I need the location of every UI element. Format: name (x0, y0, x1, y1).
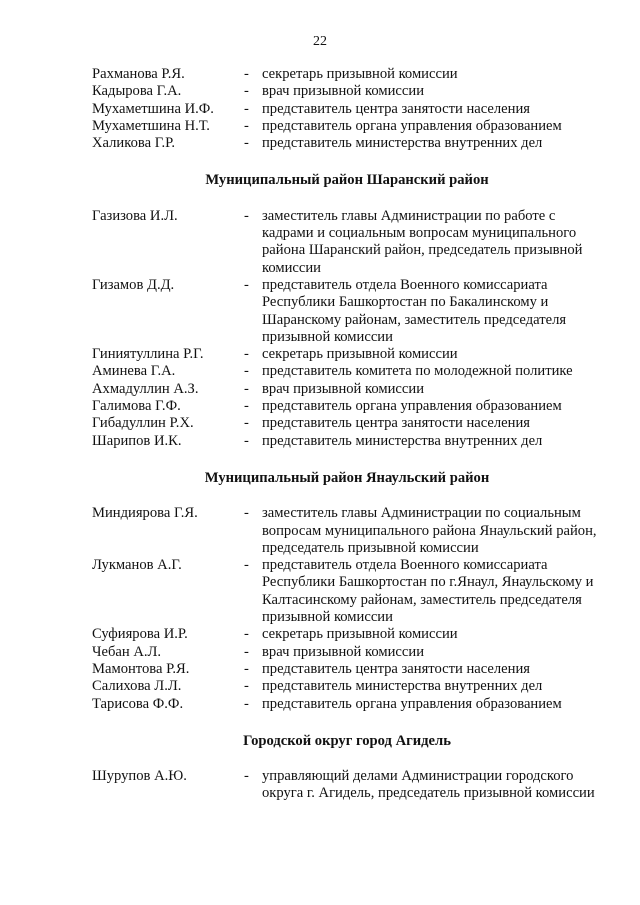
commission-list (92, 66, 602, 803)
member-row (92, 381, 602, 398)
section-heading: Муниципальный район Шаранский район (205, 172, 489, 189)
member-row (92, 415, 602, 432)
dash-separator: - (244, 768, 249, 785)
dash-separator: - (244, 678, 249, 695)
member-name: Чебан А.Л. (92, 643, 162, 660)
dash-separator: - (244, 66, 249, 82)
member-name: Гизамов Д.Д. (92, 276, 175, 293)
member-role: врач призывной комиссии (262, 380, 424, 397)
member-row (92, 66, 602, 83)
member-role: заместитель главы Администрации по работе с кадрами и социальным вопросам муниципального района Шаранский район, председатель призывной комиссии (262, 207, 583, 276)
member-name: Ахмадуллин А.З. (92, 380, 199, 397)
member-row (92, 277, 602, 346)
dash-separator: - (244, 695, 249, 712)
dash-separator: - (244, 557, 249, 574)
member-name: Лукманов А.Г. (92, 557, 182, 574)
member-role: представитель министерства внутренних дел (262, 432, 543, 449)
dash-separator: - (244, 276, 249, 293)
member-row (92, 505, 602, 557)
member-role: врач призывной комиссии (262, 83, 424, 100)
section-block (92, 66, 602, 152)
member-role: представитель органа управления образованием (262, 398, 562, 415)
dash-separator: - (244, 660, 249, 677)
member-name: Гиниятуллина Р.Г. (92, 346, 204, 363)
member-row (92, 118, 602, 135)
dash-separator: - (244, 135, 249, 152)
dash-separator: - (244, 83, 249, 100)
section-block (92, 470, 602, 713)
member-name: Тарисова Ф.Ф. (92, 695, 184, 712)
member-row (92, 626, 602, 643)
member-name: Шарипов И.К. (92, 432, 182, 449)
dash-separator: - (244, 415, 249, 432)
member-name: Газизова И.Л. (92, 207, 178, 224)
member-name: Суфиярова И.Р. (92, 626, 188, 643)
member-role: представитель отдела Военного комиссариата Республики Башкортостан по г.Янаул, Янаульскому и Калтасинскому районам, заместитель председателя призывной комиссии (262, 557, 594, 626)
dash-separator: - (244, 117, 249, 134)
member-role: представитель министерства внутренних дел (262, 135, 543, 152)
section-heading: Городской округ город Агидель (243, 732, 451, 749)
dash-separator: - (244, 432, 249, 449)
member-row (92, 678, 602, 695)
member-role: секретарь призывной комиссии (262, 66, 458, 82)
section-heading: Муниципальный район Янаульский район (204, 469, 490, 486)
dash-separator: - (244, 380, 249, 397)
member-role: заместитель главы Администрации по социальным вопросам муниципального района Янаульский район, председатель призывной комиссии (262, 505, 597, 556)
section-block (92, 733, 602, 803)
section-block (92, 172, 602, 449)
member-row (92, 696, 602, 713)
member-row (92, 644, 602, 661)
member-name: Мухаметшина Н.Т. (92, 117, 210, 134)
member-role: представитель отдела Военного комиссариата Республики Башкортостан по Бакалинскому и Шаранскому районам, заместитель председателя призывной комиссии (262, 276, 567, 345)
dash-separator: - (244, 398, 249, 415)
member-name: Кадырова Г.А. (92, 83, 182, 100)
member-role: секретарь призывной комиссии (262, 346, 458, 363)
member-row (92, 661, 602, 678)
member-name: Салихова Л.Л. (92, 678, 182, 695)
dash-separator: - (244, 207, 249, 224)
member-name: Мамонтова Р.Я. (92, 660, 190, 677)
page-number: 22 (313, 34, 327, 49)
member-role: представитель министерства внутренних дел (262, 678, 543, 695)
member-role: представитель центра занятости населения (262, 415, 530, 432)
member-name: Миндиярова Г.Я. (92, 505, 198, 522)
member-row (92, 135, 602, 152)
member-row (92, 101, 602, 118)
member-name: Аминева Г.А. (92, 363, 176, 380)
member-row (92, 398, 602, 415)
member-role: представитель центра занятости населения (262, 100, 530, 117)
member-role: представитель органа управления образованием (262, 695, 562, 712)
member-role: представитель центра занятости населения (262, 660, 530, 677)
member-name: Шурупов А.Ю. (92, 768, 187, 785)
member-name: Рахманова Р.Я. (92, 66, 185, 82)
member-role: секретарь призывной комиссии (262, 626, 458, 643)
dash-separator: - (244, 626, 249, 643)
member-role: представитель органа управления образованием (262, 117, 562, 134)
member-role: врач призывной комиссии (262, 643, 424, 660)
dash-separator: - (244, 643, 249, 660)
dash-separator: - (244, 363, 249, 380)
member-role: представитель комитета по молодежной политике (262, 363, 573, 380)
dash-separator: - (244, 346, 249, 363)
member-name: Мухаметшина И.Ф. (92, 100, 214, 117)
dash-separator: - (244, 505, 249, 522)
dash-separator: - (244, 100, 249, 117)
member-row (92, 83, 602, 100)
member-role: управляющий делами Администрации городского округа г. Агидель, председатель призывной комиссии (262, 768, 595, 802)
member-name: Гибадуллин Р.Х. (92, 415, 194, 432)
member-row (92, 433, 602, 450)
member-row (92, 346, 602, 363)
member-row (92, 363, 602, 380)
member-row (92, 557, 602, 626)
member-row (92, 768, 602, 803)
member-row (92, 208, 602, 277)
member-name: Халикова Г.Р. (92, 135, 176, 152)
member-name: Галимова Г.Ф. (92, 398, 181, 415)
